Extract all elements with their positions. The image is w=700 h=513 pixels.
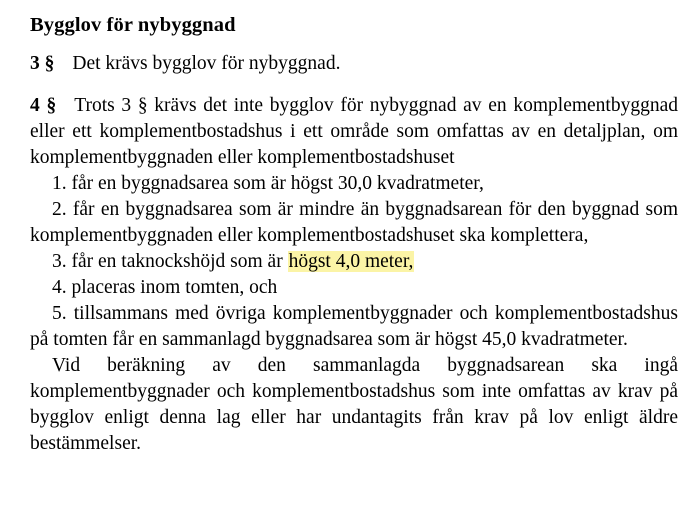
paragraph-spacer — [30, 77, 678, 93]
page-title: Bygglov för nybyggnad — [30, 14, 236, 36]
section-3-text: Det krävs bygglov för nybyggnad. — [72, 53, 341, 74]
section-3-label: 3 § — [30, 53, 55, 74]
list-item: 2. får en byggnadsarea som är mindre än byggnadsarean för den byggnad som komplementbyggnaden eller komplementbostadshuset ska komplettera, — [30, 199, 678, 247]
list-item: 4. placeras inom tomten, och — [52, 277, 278, 299]
highlighted-text: högst 4,0 meter, — [288, 251, 414, 273]
list-item-text: 3. får en taknockshöjd som är — [52, 251, 288, 273]
section-4-text: Trots 3 § krävs det inte bygglov för nybyggnad av en komplementbyggnad eller ett komplementbostadshus i ett område som omfattas av en detaljplan, om komplementbyggnaden eller komplementbostadshuset — [30, 95, 678, 169]
list-item: 1. får en byggnadsarea som är högst 30,0 kvadratmeter, — [52, 173, 484, 195]
section-3-paragraph — [30, 51, 678, 77]
list-item — [30, 249, 678, 275]
section-4-paragraph — [30, 93, 678, 171]
closing-paragraph: Vid beräkning av den sammanlagda byggnadsarean ska ingå komplementbyggnader och komplementbostadshus som inte omfattas av krav på bygglov enligt denna lag eller har undantagits från krav på lov enligt äldre bestämmelser. — [30, 355, 678, 455]
section-4-label: 4 § — [30, 95, 57, 117]
list-item: 5. tillsammans med övriga komplementbyggnader och komplementbostadshus på tomten får en sammanlagd byggnadsarea som är högst 45,0 kvadratmeter. — [30, 303, 678, 351]
